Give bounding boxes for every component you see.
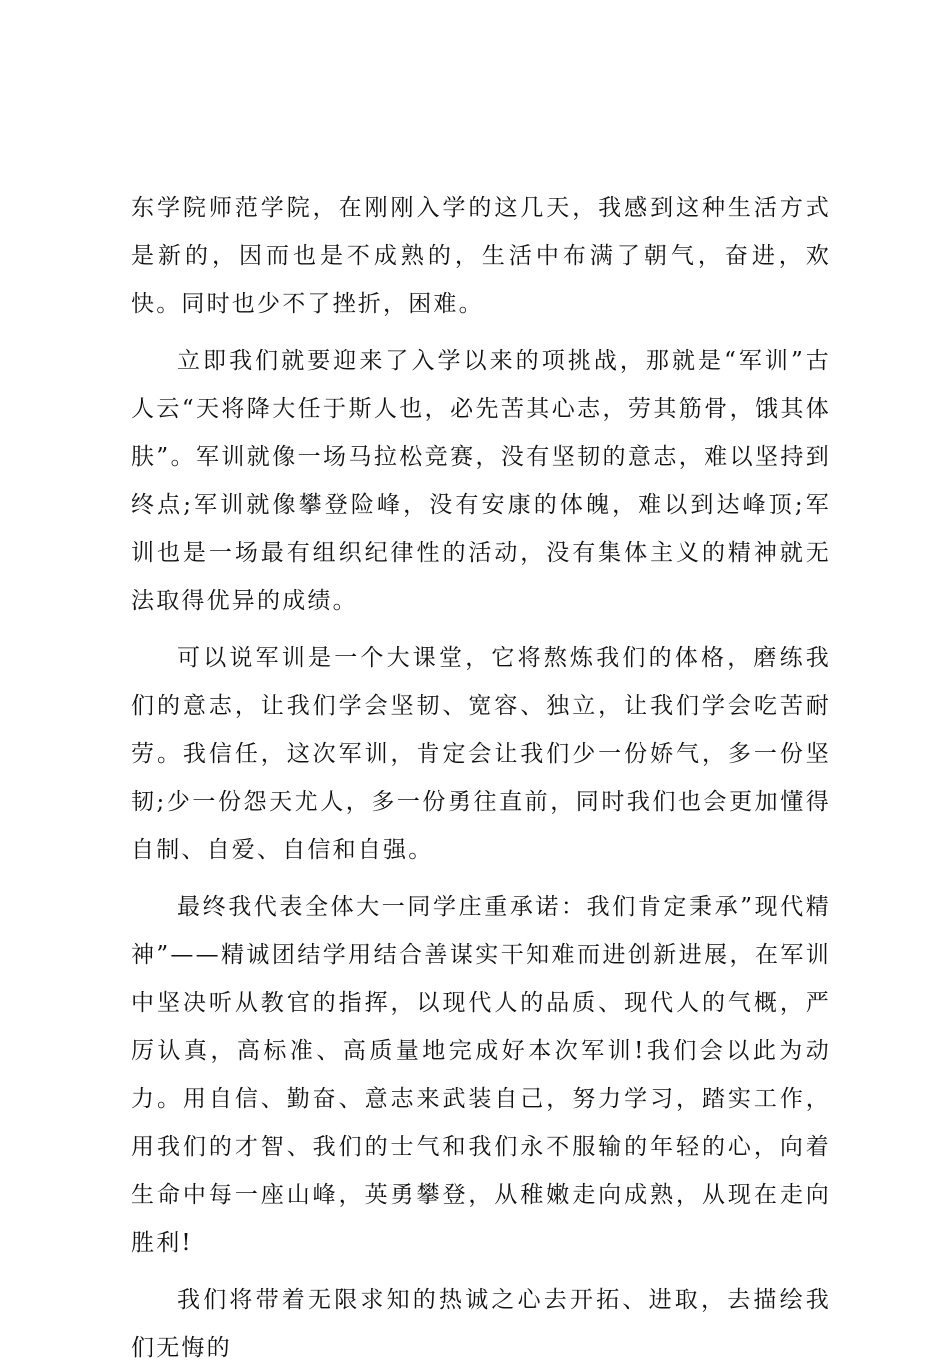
paragraph-2: 立即我们就要迎来了入学以来的项挑战，那就是“军训”古人云“天将降大任于斯人也，必先苦其心志，劳其筋骨，饿其体肤”。军训就像一场马拉松竞赛，没有坚韧的意志，难以坚持到终点;军训就像攀登险峰，没有安康的体魄，难以到达峰顶;军训也是一场最有组织纪律性的活动，没有集体主义的精神就无法取得优异的成绩。 xyxy=(131,348,831,614)
paragraph-4: 最终我代表全体大一同学庄重承诺：我们肯定秉承”现代精神”——精诚团结学用结合善谋实干知难而进创新进展，在军训中坚决听从教官的指挥，以现代人的品质、现代人的气概，严厉认真，高标准、高质量地完成好本次军训!我们会以此为动力。用自信、勤奋、意志来武装自己，努力学习，踏实工作，用我们的才智、我们的士气和我们永不服输的年轻的心，向着生命中每一座山峰，英勇攀登，从稚嫩走向成熟，从现在走向胜利! xyxy=(131,894,831,1256)
document-body xyxy=(131,184,831,1372)
paragraph-1: 东学院师范学院，在刚刚入学的这几天，我感到这种生活方式是新的，因而也是不成熟的，生活中布满了朝气，奋进，欢快。同时也少不了挫折，困难。 xyxy=(131,195,831,317)
paragraph-5: 我们将带着无限求知的热诚之心去开拓、进取，去描绘我们无悔的 xyxy=(131,1287,831,1361)
paragraph-3: 可以说军训是一个大课堂，它将熬炼我们的体格，磨练我们的意志，让我们学会坚韧、宽容、独立，让我们学会吃苦耐劳。我信任，这次军训，肯定会让我们少一份娇气，多一份坚韧;少一份怨天尤人，多一份勇往直前，同时我们也会更加懂得自制、自爱、自信和自强。 xyxy=(131,645,831,863)
